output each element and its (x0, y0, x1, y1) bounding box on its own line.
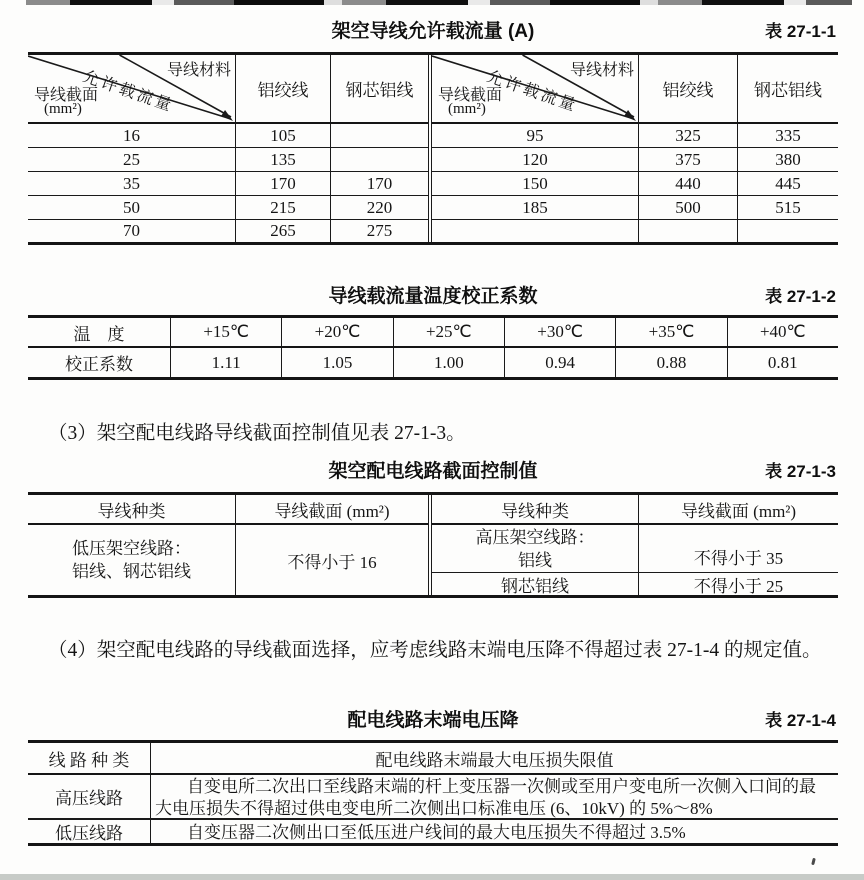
paragraph-4: （4）架空配电线路的导线截面选择，应考虑线路末端电压降不得超过表 27-1-4 的规定值。 (48, 640, 822, 661)
table-cell: 275 (366, 221, 393, 240)
table3-number: 表 27-1-3 (765, 462, 836, 481)
diag-label-capacity: 允许载流量 (80, 68, 176, 116)
table-cell-hv-value1: 不得小于 35 (693, 549, 784, 568)
hv-group-label: 高压架空线路： (475, 527, 595, 547)
temp-value: +25℃ (394, 318, 505, 346)
table-cell-hv-value2: 不得小于 25 (693, 576, 784, 596)
table-cell-hv-line: 高压线路 (28, 775, 151, 818)
table-cell: 515 (775, 197, 801, 217)
table-cell-lv-line: 低压线路 (28, 820, 151, 843)
coef-value: 0.81 (767, 352, 798, 372)
paragraph-3: （3）架空配电线路导线截面控制值见表 27-1-3。 (48, 423, 466, 444)
column-header-section: 导线截面 (mm²) (274, 501, 390, 521)
diag-label-section: 导线截面 (438, 87, 503, 104)
column-header-steel: 钢芯铝线 (345, 81, 414, 100)
table-cell: 170 (366, 173, 393, 193)
table2-title: 导线载流量温度校正系数 (328, 286, 538, 307)
table-cell: 215 (236, 196, 331, 219)
table4-title: 配电线路末端电压降 (347, 710, 519, 731)
temp-value: +35℃ (616, 318, 727, 346)
row-header-temperature: 温 度 (28, 318, 171, 346)
coef-value: 1.00 (394, 348, 505, 377)
hv-row1-kind: 铝线 (518, 550, 552, 570)
table-cell: 440 (639, 172, 738, 195)
table-cell: 16 (28, 124, 236, 147)
diagonal-header-cell (432, 55, 639, 122)
table-cell: 105 (236, 124, 331, 147)
diag-label-unit: (mm²) (448, 101, 486, 117)
scan-artifact-top-edge (26, 0, 852, 5)
table-cell: 380 (775, 149, 801, 169)
table-cell: 335 (775, 125, 801, 145)
coef-value: 0.88 (616, 348, 727, 377)
table1-number: 表 27-1-1 (765, 22, 836, 41)
table-27-1-2 (28, 315, 838, 380)
table-cell: 170 (236, 172, 331, 195)
coef-value: 1.05 (282, 348, 393, 377)
column-header-section: 导线截面 (mm²) (680, 501, 797, 521)
coef-value: 0.94 (505, 348, 616, 377)
coef-value: 1.11 (171, 348, 282, 377)
table-cell: 445 (775, 173, 801, 193)
column-header-line-kind: 线 路 种 类 (28, 743, 151, 773)
lv-kind-line1: 低压架空线路： (72, 539, 191, 558)
table1-right-half (431, 55, 838, 242)
column-header-kind: 导线种类 (28, 495, 236, 523)
table-cell: 500 (639, 196, 738, 219)
lv-kind-line2: 铝线、钢芯铝线 (72, 562, 191, 581)
table-27-1-3 (28, 492, 838, 598)
table-cell (331, 148, 428, 171)
table3-left-half (28, 495, 429, 595)
table-cell: 265 (236, 220, 331, 242)
temp-value: +15℃ (171, 318, 282, 346)
row-header-coefficient: 校正系数 (28, 348, 171, 377)
table-cell: 120 (432, 148, 639, 171)
table-cell (331, 124, 428, 147)
table1-title: 架空导线允许载流量 (A) (331, 21, 535, 42)
diag-label-section: 导线截面 (34, 87, 99, 104)
table-cell-lv-kind (28, 525, 236, 595)
table-cell (738, 220, 838, 242)
table-cell: 25 (28, 148, 236, 171)
temp-value: +40℃ (759, 322, 806, 341)
table-cell: 70 (28, 220, 236, 242)
diag-label-capacity: 允许载流量 (484, 68, 580, 116)
table-cell: 325 (639, 124, 738, 147)
table-cell-lv-limit: 自变压器二次侧出口至低压进户线间的最大电压损失不得超过 3.5% (187, 822, 686, 842)
table1-left-half (28, 55, 429, 242)
diagonal-header-cell (28, 55, 236, 122)
temp-value: +30℃ (505, 318, 616, 346)
table2-number: 表 27-1-2 (765, 287, 836, 306)
table3-title: 架空配电线路截面控制值 (328, 461, 538, 482)
table-27-1-1 (28, 52, 838, 245)
table-cell: 35 (28, 172, 236, 195)
table-cell-lv-value: 不得小于 16 (287, 552, 377, 572)
column-header-al: 铝绞线 (236, 55, 331, 122)
table-cell: 375 (639, 148, 738, 171)
column-header-al: 铝绞线 (639, 55, 738, 122)
table-cell (639, 220, 738, 242)
diag-label-unit: (mm²) (44, 101, 82, 117)
scan-artifact-bottom-edge (0, 874, 864, 880)
column-header-kind: 导线种类 (432, 495, 639, 523)
scan-artifact-speck (811, 858, 816, 866)
table3-right-half (431, 495, 838, 595)
table-cell (432, 220, 639, 242)
table-cell: 185 (432, 196, 639, 219)
table-cell: 50 (28, 196, 236, 219)
column-header-steel: 钢芯铝线 (754, 81, 822, 100)
table-cell: 220 (366, 197, 393, 217)
diag-label-material: 导线材料 (166, 62, 231, 79)
temp-value: +20℃ (282, 318, 393, 346)
table-cell-hv-limit: 自变电所二次出口至线路末端的杆上变压器一次侧或至用户变电所一次侧入口间的最大电压损失不得超过供电变电所二次侧出口标准电压 (6、10kV) 的 5%～8% (155, 777, 816, 818)
table-cell: 150 (432, 172, 639, 195)
table-cell: 95 (432, 124, 639, 147)
diag-label-material: 导线材料 (569, 62, 634, 79)
column-header-loss-limit: 配电线路末端最大电压损失限值 (375, 750, 614, 770)
table-cell-hv-kind (432, 525, 639, 572)
table-cell-hv-kind2: 钢芯铝线 (432, 573, 639, 595)
table4-number: 表 27-1-4 (765, 711, 836, 730)
table-27-1-4 (28, 740, 838, 846)
table-cell: 135 (236, 148, 331, 171)
